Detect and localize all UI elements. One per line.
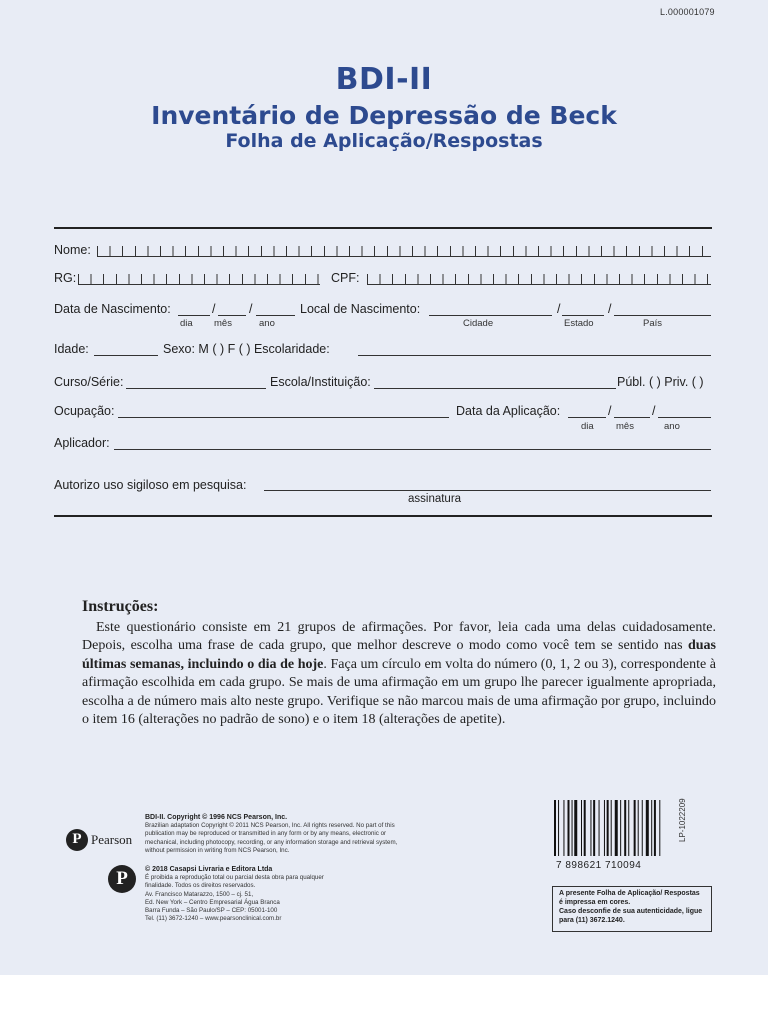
page-title: BDI-II xyxy=(335,62,433,97)
place-slash: / xyxy=(608,302,612,316)
school-label: Escola/Instituição: xyxy=(270,375,371,389)
barcode-bar xyxy=(593,800,595,856)
rg-label: RG: xyxy=(54,271,77,285)
day-caption: dia xyxy=(180,318,193,329)
barcode-bar xyxy=(607,800,609,856)
birth-date-label: Data de Nascimento: xyxy=(54,302,171,316)
application-year-field[interactable] xyxy=(658,417,711,418)
public-private-options[interactable]: Públ. ( ) Priv. ( ) xyxy=(617,375,704,389)
barcode-bar xyxy=(638,800,639,856)
copyright-casapsi: © 2018 Casapsi Livraria e Editora Ltda É proibida a reprodução total ou parcial desta obra para qualquer finalidade. Todos os direitos reservados. Av. Francisco Matarazzo, 1500 – cj. 51, Ed. New York – Centro Empresarial Água Branca Barra Funda – São Paulo/SP – CEP: 05001-100 Tel. (11) 3672-1240 – www.pearsonclinical.com.br xyxy=(145,866,324,923)
signature-field[interactable] xyxy=(264,490,711,491)
barcode-bar xyxy=(659,800,660,856)
year-caption: ano xyxy=(664,421,680,432)
day-caption: dia xyxy=(581,421,594,432)
signature-caption: assinatura xyxy=(408,493,462,505)
birth-month-field[interactable] xyxy=(218,315,246,316)
birth-year-field[interactable] xyxy=(256,315,295,316)
barcode-bar xyxy=(572,800,573,856)
examiner-label: Aplicador: xyxy=(54,436,110,450)
pearson-logo-2: P xyxy=(108,865,136,893)
birth-state-field[interactable] xyxy=(562,315,604,316)
barcode-bar xyxy=(584,800,586,856)
application-date-label: Data da Aplicação: xyxy=(456,404,561,418)
application-month-field[interactable] xyxy=(614,417,650,418)
page-margin xyxy=(0,975,768,1024)
barcode-bar xyxy=(590,800,591,856)
month-caption: mês xyxy=(616,421,634,432)
age-label: Idade: xyxy=(54,342,89,356)
birth-place-label: Local de Nascimento: xyxy=(300,302,421,316)
barcode-bar xyxy=(558,800,559,856)
education-field[interactable] xyxy=(358,355,711,356)
document-code: L.000001079 xyxy=(660,7,715,17)
barcode-bar xyxy=(651,800,652,856)
pearson-logo: P xyxy=(66,829,88,851)
city-caption: Cidade xyxy=(463,318,494,329)
barcode-bar xyxy=(654,800,656,856)
consent-label: Autorizo uso sigiloso em pesquisa: xyxy=(54,478,247,492)
date-slash: / xyxy=(608,404,612,418)
barcode-bar xyxy=(642,800,643,856)
form-top-rule xyxy=(54,227,712,229)
state-caption: Estado xyxy=(564,318,594,329)
examiner-field[interactable] xyxy=(114,449,711,450)
barcode-bar xyxy=(554,800,556,856)
barcode-bar xyxy=(574,800,577,856)
barcode-bar xyxy=(620,800,621,856)
birth-day-field[interactable] xyxy=(178,315,210,316)
barcode-number: 7 898621 710094 xyxy=(556,860,642,871)
sex-education-label: Sexo: M ( ) F ( ) Escolaridade: xyxy=(163,342,330,356)
cpf-label: CPF: xyxy=(331,271,360,285)
barcode-bar xyxy=(611,800,612,856)
authenticity-note: A presente Folha de Aplicação/ Respostas é impressa em cores. Caso desconfie de sua autenticidade, ligue para (11) 3672.1240. xyxy=(552,886,712,932)
school-field[interactable] xyxy=(374,388,616,389)
rg-field[interactable] xyxy=(78,274,320,285)
occupation-field[interactable] xyxy=(118,417,449,418)
barcode-bar xyxy=(563,800,564,856)
instructions-emphasis: duas últimas semanas, incluindo o dia de hoje xyxy=(82,638,716,672)
copyright-ncs: BDI-II. Copyright © 1996 NCS Pearson, Inc. Brazilian adaptation Copyright © 2011 NCS Pearson, Inc. All rights reserved. No part of this publication may be reproduced or transmitted in any form or by any means, electronic or mechanical, including photocopy, recording, or any information storage and retrieval system, without permission in writing from NCS Pearson, Inc. xyxy=(145,814,398,854)
birth-city-field[interactable] xyxy=(429,315,552,316)
birth-country-field[interactable] xyxy=(614,315,711,316)
barcode xyxy=(552,798,712,885)
barcode-bar xyxy=(634,800,636,856)
date-slash: / xyxy=(249,302,253,316)
month-caption: mês xyxy=(214,318,232,329)
barcode-side-code: LP-1022209 xyxy=(678,798,687,842)
cpf-field[interactable] xyxy=(367,274,711,285)
name-field[interactable] xyxy=(97,246,711,257)
course-label: Curso/Série: xyxy=(54,375,124,389)
course-field[interactable] xyxy=(126,388,266,389)
country-caption: País xyxy=(643,318,663,329)
barcode-bar xyxy=(568,800,570,856)
year-caption: ano xyxy=(259,318,275,329)
date-slash: / xyxy=(652,404,656,418)
place-slash: / xyxy=(557,302,561,316)
form-bottom-rule xyxy=(54,515,712,517)
instructions-section xyxy=(82,598,716,729)
barcode-bar xyxy=(599,800,600,856)
instructions-heading: Instruções: xyxy=(82,598,159,615)
barcode-bar xyxy=(646,800,649,856)
barcode-bar xyxy=(604,800,605,856)
instructions-text: Este questionário consiste em 21 grupos de afirmações. Por favor, leia cada uma delas cuidadosamente. Depois, escolha uma frase de cada grupo, que melhor descreve o modo como você tem se sentido nas duas últimas semanas, incluindo o dia de hoje. Faça um círculo em volta do número (0, 1, 2 ou 3), correspondente à afirmação escolhida em cada grupo. Se mais de uma afirmação em um grupo lhe parecer igualmente apropriada, escolha a de número mais alto neste grupo. Verifique se não marcou mais de uma afirmação por grupo, incluindo o item 16 (alterações no padrão de sono) e o item 18 (alterações de apetite). xyxy=(82,620,716,728)
date-slash: / xyxy=(212,302,216,316)
application-day-field[interactable] xyxy=(568,417,606,418)
barcode-bar xyxy=(581,800,582,856)
name-label: Nome: xyxy=(54,243,91,257)
occupation-label: Ocupação: xyxy=(54,404,115,418)
barcode-bar xyxy=(628,800,629,856)
age-field[interactable] xyxy=(94,355,158,356)
page-subtitle: Inventário de Depressão de Beck xyxy=(151,101,617,130)
page-subtitle-2: Folha de Aplicação/Respostas xyxy=(225,130,543,152)
barcode-bar xyxy=(624,800,626,856)
pearson-brand: Pearson xyxy=(91,832,133,847)
barcode-bar xyxy=(615,800,618,856)
